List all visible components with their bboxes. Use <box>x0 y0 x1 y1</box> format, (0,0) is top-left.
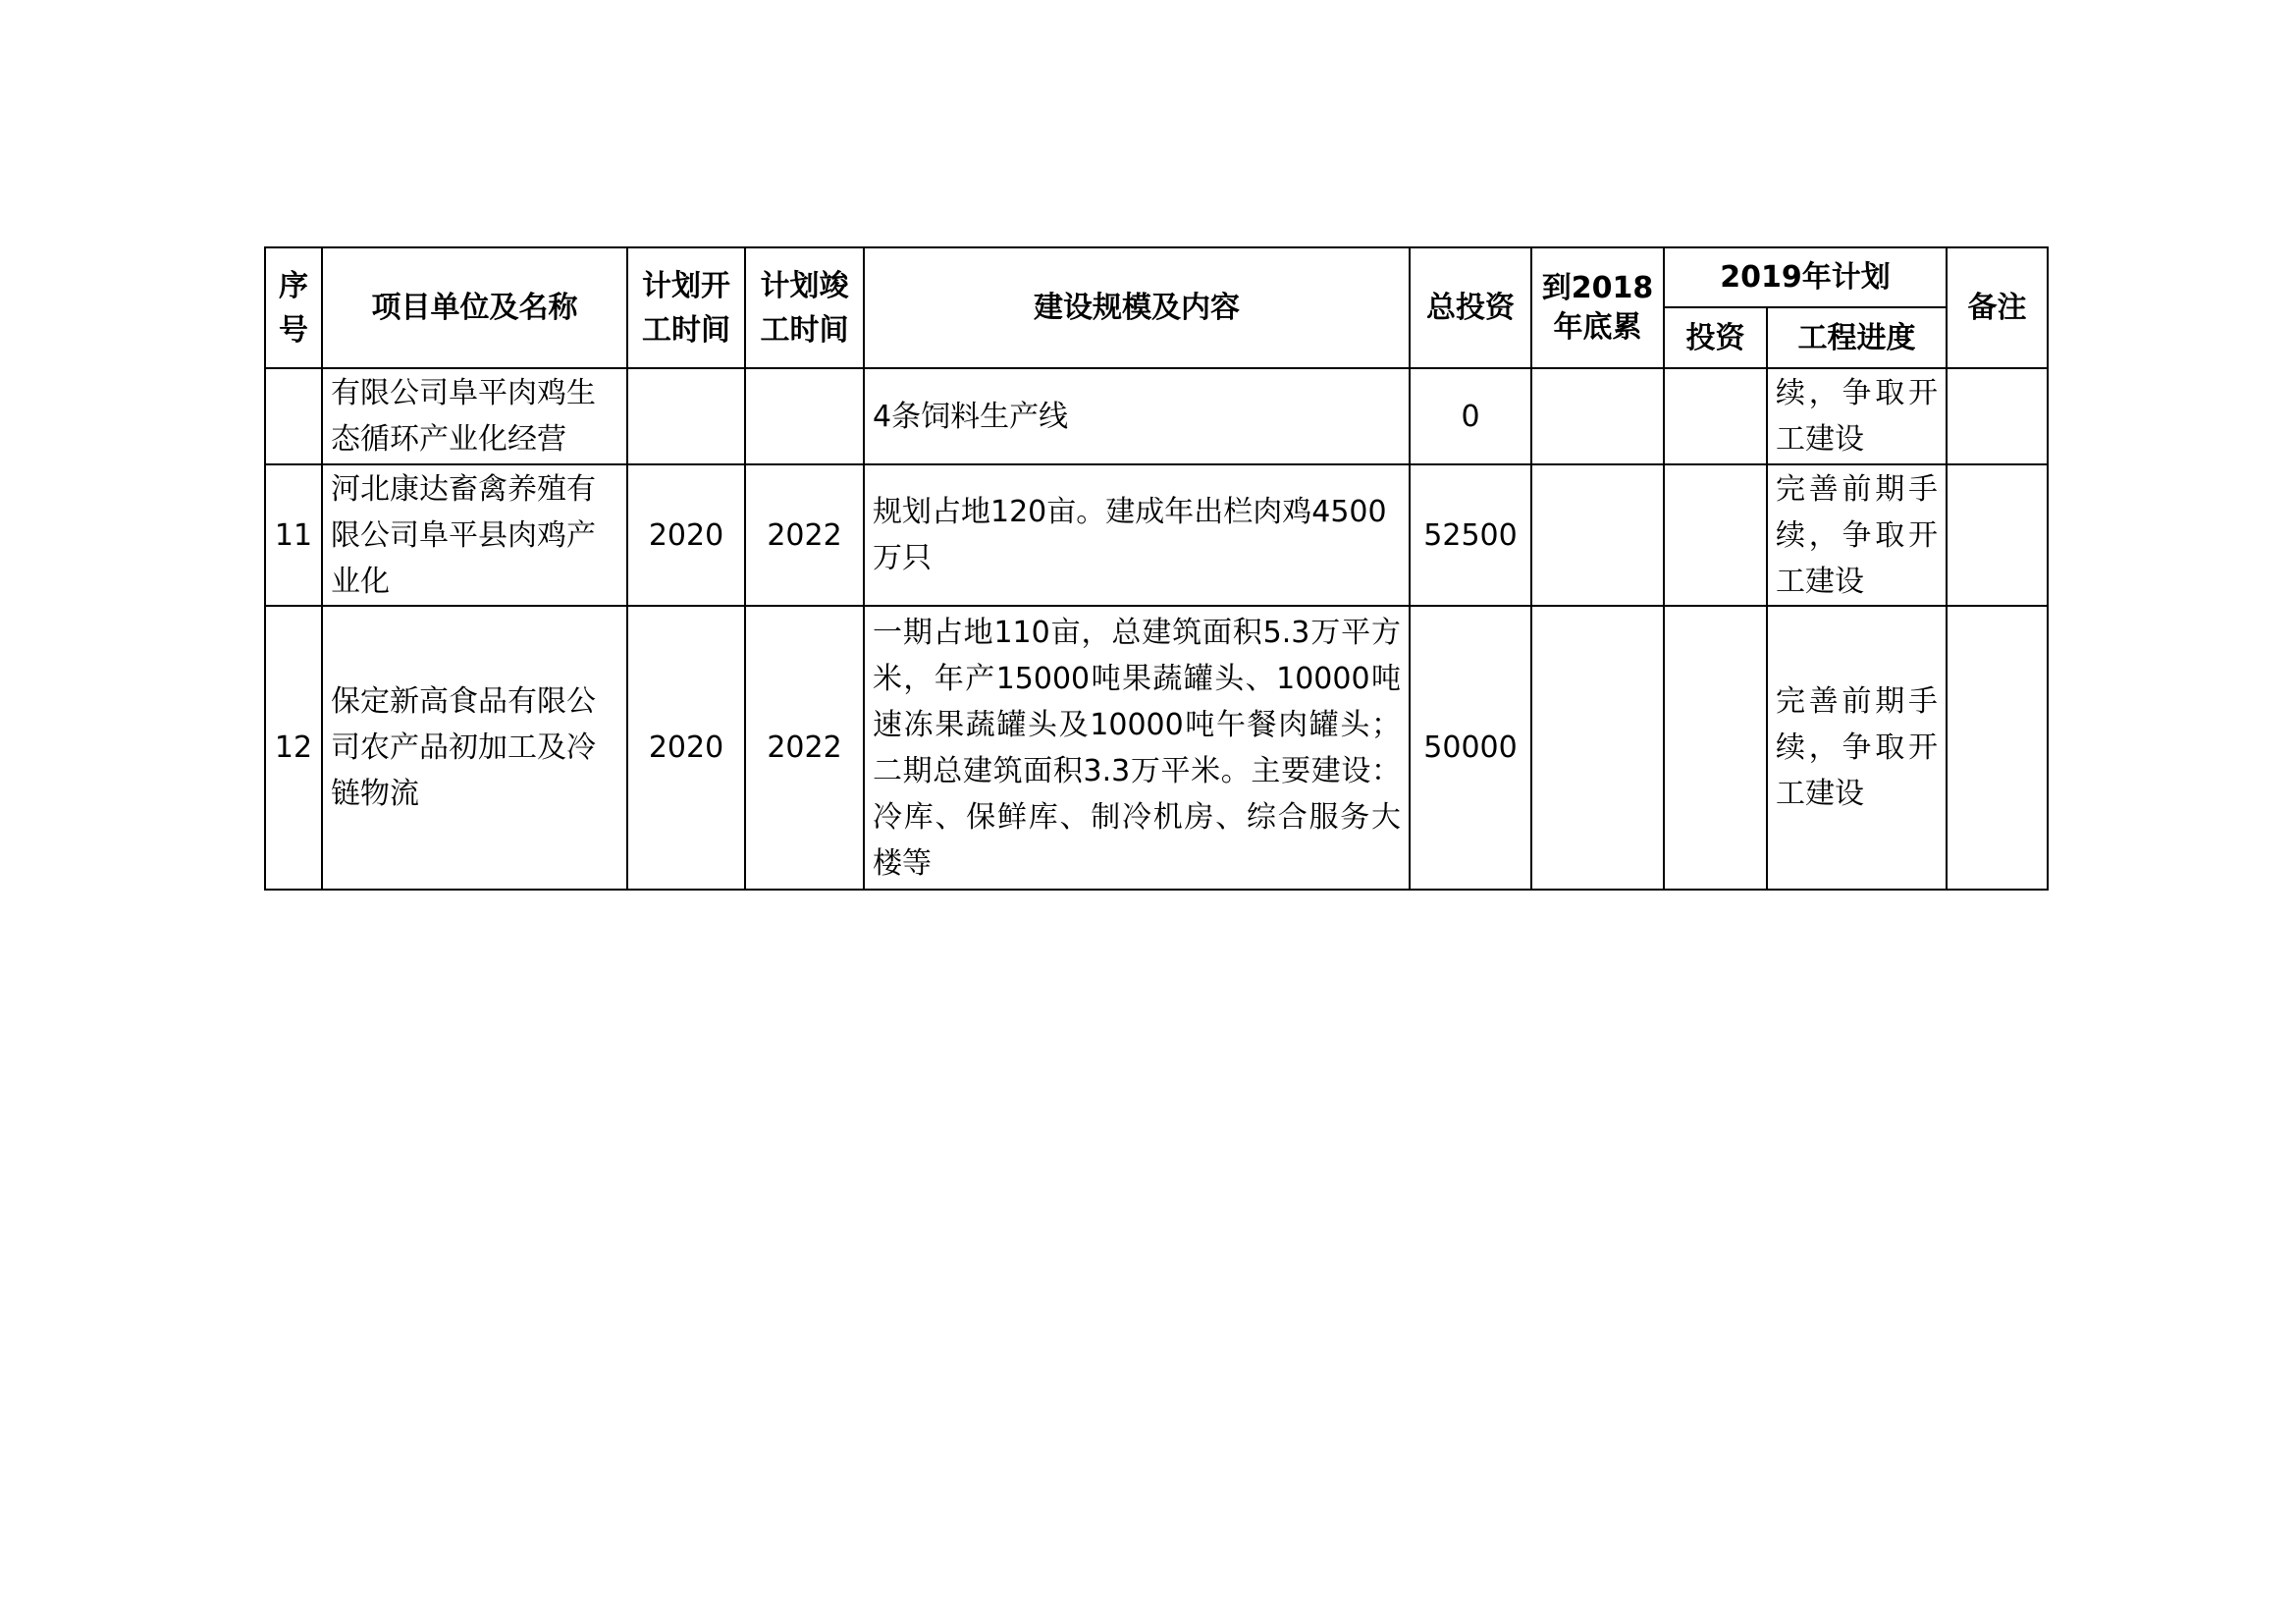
header-remark: 备注 <box>1947 247 2048 368</box>
cell-start: 2020 <box>627 606 745 890</box>
header-content: 建设规模及内容 <box>864 247 1410 368</box>
cell-cumulative <box>1531 368 1664 464</box>
cell-total: 0 <box>1410 368 1531 464</box>
cell-seq: 12 <box>265 606 322 890</box>
header-plan-progress: 工程进度 <box>1767 307 1947 368</box>
cell-seq <box>265 368 322 464</box>
cell-remark <box>1947 368 2048 464</box>
cell-remark <box>1947 606 2048 890</box>
cell-name: 河北康达畜禽养殖有限公司阜平县肉鸡产业化 <box>322 464 627 606</box>
cell-cumulative <box>1531 464 1664 606</box>
cell-start <box>627 368 745 464</box>
table-row <box>265 606 2048 890</box>
cell-total: 52500 <box>1410 464 1531 606</box>
cell-name: 有限公司阜平肉鸡生态循环产业化经营 <box>322 368 627 464</box>
cell-end: 2022 <box>745 606 864 890</box>
cell-start: 2020 <box>627 464 745 606</box>
header-start: 计划开工时间 <box>627 247 745 368</box>
header-plan-invest: 投资 <box>1664 307 1767 368</box>
cell-content: 一期占地110亩，总建筑面积5.3万平方米，年产15000吨果蔬罐头、10000吨速冻果蔬罐头及10000吨午餐肉罐头；二期总建筑面积3.3万平米。主要建设：冷库、保鲜库、制冷机房、综合服务大楼等 <box>864 606 1410 890</box>
cell-seq: 11 <box>265 464 322 606</box>
header-seq: 序号 <box>265 247 322 368</box>
cell-content: 规划占地120亩。建成年出栏肉鸡4500万只 <box>864 464 1410 606</box>
header-name: 项目单位及名称 <box>322 247 627 368</box>
header-plan-2019: 2019年计划 <box>1664 247 1947 307</box>
table-row <box>265 464 2048 606</box>
cell-name: 保定新高食品有限公司农产品初加工及冷链物流 <box>322 606 627 890</box>
table-row <box>265 368 2048 464</box>
cell-plan-invest <box>1664 368 1767 464</box>
cell-plan-invest <box>1664 606 1767 890</box>
cell-plan-progress: 完善前期手续，争取开工建设 <box>1767 606 1947 890</box>
cell-cumulative <box>1531 606 1664 890</box>
cell-content: 4条饲料生产线 <box>864 368 1410 464</box>
header-cumulative: 到2018年底累 <box>1531 247 1664 368</box>
cell-plan-progress: 完善前期手续，争取开工建设 <box>1767 464 1947 606</box>
cell-plan-invest <box>1664 464 1767 606</box>
cell-end <box>745 368 864 464</box>
cell-plan-progress: 续，争取开工建设 <box>1767 368 1947 464</box>
cell-remark <box>1947 464 2048 606</box>
project-table <box>264 246 2049 891</box>
cell-end: 2022 <box>745 464 864 606</box>
header-total: 总投资 <box>1410 247 1531 368</box>
cell-total: 50000 <box>1410 606 1531 890</box>
header-end: 计划竣工时间 <box>745 247 864 368</box>
